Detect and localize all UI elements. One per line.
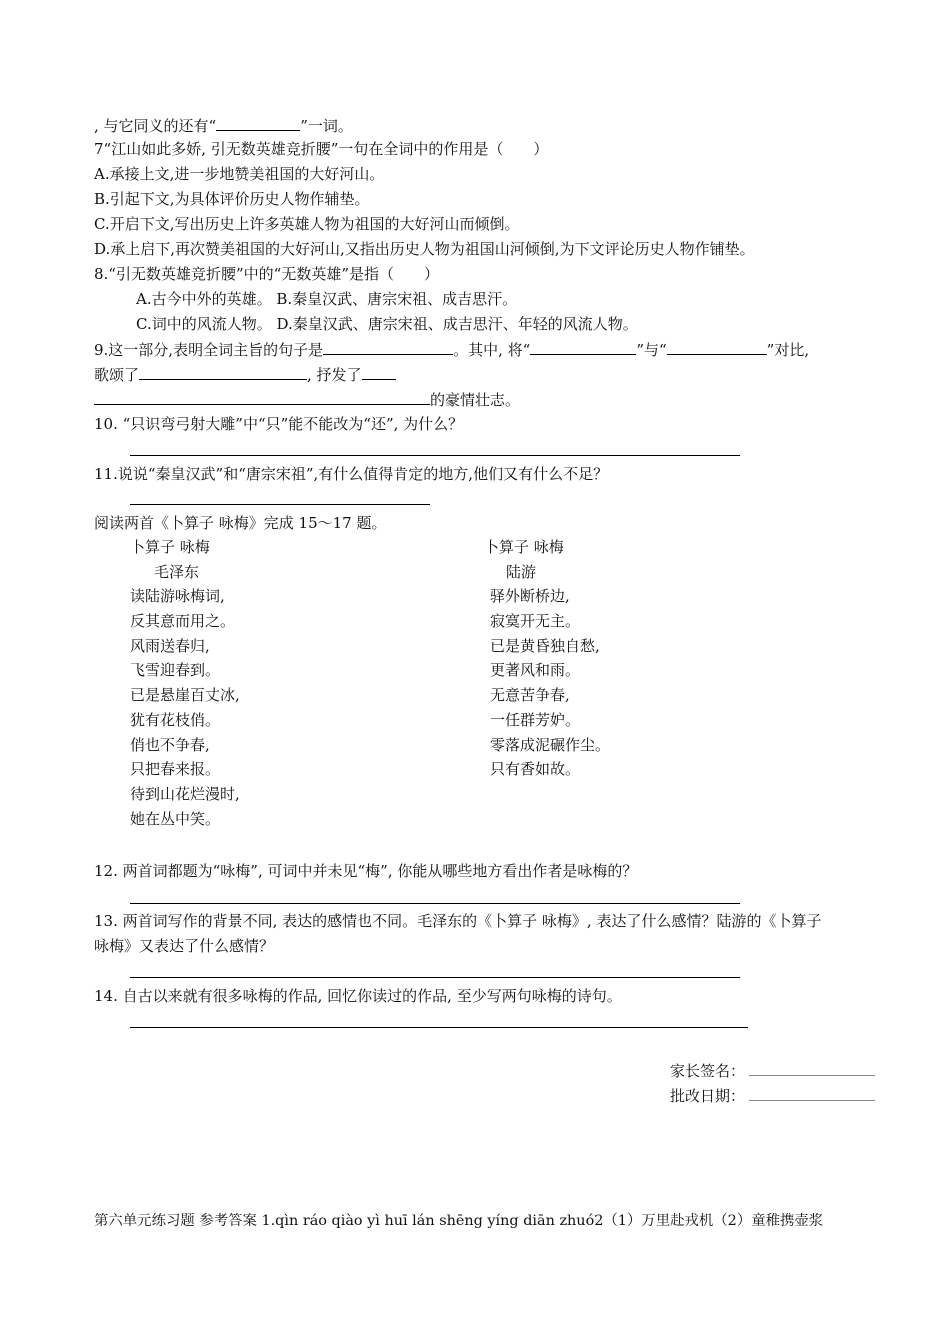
answer-line[interactable]: [130, 455, 740, 456]
question-9-line-1: 9.这一部分,表明全词主旨的句子是 。其中, 将“ ”与“ ”对比,: [94, 341, 810, 359]
answer-line[interactable]: [130, 903, 740, 904]
question-14: 14. 自古以来就有很多咏梅的作品, 回忆你读过的作品, 至少写两句咏梅的诗句。: [94, 987, 622, 1005]
poem-line: 犹有花枝俏。: [130, 710, 221, 729]
poem-lu: [484, 537, 610, 784]
question-9-line-3: 的豪情壮志。: [94, 389, 520, 410]
poem-line: 俏也不争春,: [130, 735, 210, 754]
poem-line: 一任群芳妒。: [490, 710, 581, 729]
answer-line[interactable]: [130, 977, 740, 978]
question-12: 12. 两首词都题为“咏梅”, 可词中并未见“梅”, 你能从哪些地方看出作者是咏梅的？: [94, 862, 638, 880]
answer-blank[interactable]: [323, 339, 453, 355]
question-13-line-2: 咏梅》又表达了什么感情？: [94, 937, 275, 955]
poem-line: 飞雪迎春到。: [130, 661, 221, 680]
question-11: 11.说说“秦皇汉武”和“唐宗宋祖”,有什么值得肯定的地方,他们又有什么不足？: [94, 465, 609, 483]
question-7-option-a: A.承接上文,进一步地赞美祖国的大好河山。: [94, 165, 385, 183]
question-6-tail: , 与它同义的还有“ ”一词。: [94, 117, 353, 135]
poem-line: 驿外断桥边,: [490, 587, 570, 606]
poem-line: 风雨送春归,: [130, 636, 210, 655]
question-7: 7“江山如此多娇, 引无数英雄竞折腰”一句在全词中的作用是（ ）: [94, 140, 549, 158]
poem-line: 只把春来报。: [130, 760, 221, 779]
answer-blank[interactable]: [667, 339, 767, 355]
poem-line: 更著风和雨。: [490, 661, 581, 680]
question-8-options-cd: C.词中的风流人物。 D.秦皇汉武、唐宗宋祖、成吉思汗、年轻的风流人物。: [136, 315, 638, 333]
poem-line: 读陆游咏梅词,: [130, 587, 225, 606]
parent-signature-row: 家长签名：: [670, 1061, 875, 1081]
poem-title: 卜算子 咏梅: [484, 538, 564, 556]
poem-line: 她在丛中笑。: [130, 809, 221, 828]
poem-body: [130, 586, 240, 833]
poem-mao: [130, 537, 240, 833]
poem-title: 卜算子 咏梅: [130, 538, 210, 556]
answer-line[interactable]: [130, 1027, 748, 1028]
poem-line: 反其意而用之。: [130, 612, 236, 631]
question-9-line-2: 歌颂了 , 抒发了: [94, 364, 396, 385]
poem-line: 寂寞开无主。: [490, 612, 581, 631]
answer-blank[interactable]: [530, 339, 636, 355]
answer-key: 第六单元练习题 参考答案 1.qìn ráo qiào yì huī lán shēng yíng diān zhuó2（1）万里赴戎机（2）童稚携壶浆: [94, 1213, 824, 1229]
poem-author: 陆游: [506, 562, 537, 581]
poem-line: 已是悬崖百丈冰,: [130, 686, 240, 705]
grading-date-field[interactable]: [749, 1086, 875, 1101]
answer-blank[interactable]: [362, 364, 396, 380]
question-7-option-c: C.开启下文,写出历史上许多英雄人物为祖国的大好河山而倾倒。: [94, 215, 520, 233]
question-8: 8.“引无数英雄竞折腰”中的“无数英雄”是指（ ）: [94, 265, 439, 283]
question-7-option-d: D.承上启下,再次赞美祖国的大好河山,又指出历史人物为祖国山河倾倒,为下文评论历史人物作铺垫。: [94, 240, 755, 258]
poem-line: 无意苦争春,: [490, 686, 570, 705]
poem-line: 零落成泥碾作尘。: [490, 735, 611, 754]
question-13-line-1: 13. 两首词写作的背景不同, 表达的感情也不同。毛泽东的《卜算子 咏梅》, 表达了什么感情？陆游的《卜算子: [94, 912, 822, 930]
poem-line: 待到山花烂漫时,: [130, 784, 240, 803]
answer-blank[interactable]: [94, 389, 430, 405]
question-8-options-ab: A.古今中外的英雄。 B.秦皇汉武、唐宗宋祖、成吉思汗。: [136, 290, 518, 308]
answer-blank[interactable]: [139, 364, 307, 380]
poem-body: [484, 586, 610, 784]
question-7-option-b: B.引起下文,为具体评价历史人物作辅垫。: [94, 190, 370, 208]
answer-line[interactable]: [130, 504, 430, 505]
answer-blank[interactable]: [216, 115, 300, 131]
poem-author: 毛泽东: [154, 562, 200, 581]
reading-intro: 阅读两首《卜算子 咏梅》完成 15～17 题。: [94, 514, 387, 532]
poem-line: 只有香如故。: [490, 760, 581, 779]
grading-date-row: 批改日期：: [670, 1086, 875, 1106]
parent-signature-field[interactable]: [749, 1061, 875, 1076]
question-10: 10. “只识弯弓射大雕”中“只”能不能改为“还”, 为什么？: [94, 415, 464, 433]
poem-line: 已是黄昏独自愁,: [490, 636, 600, 655]
